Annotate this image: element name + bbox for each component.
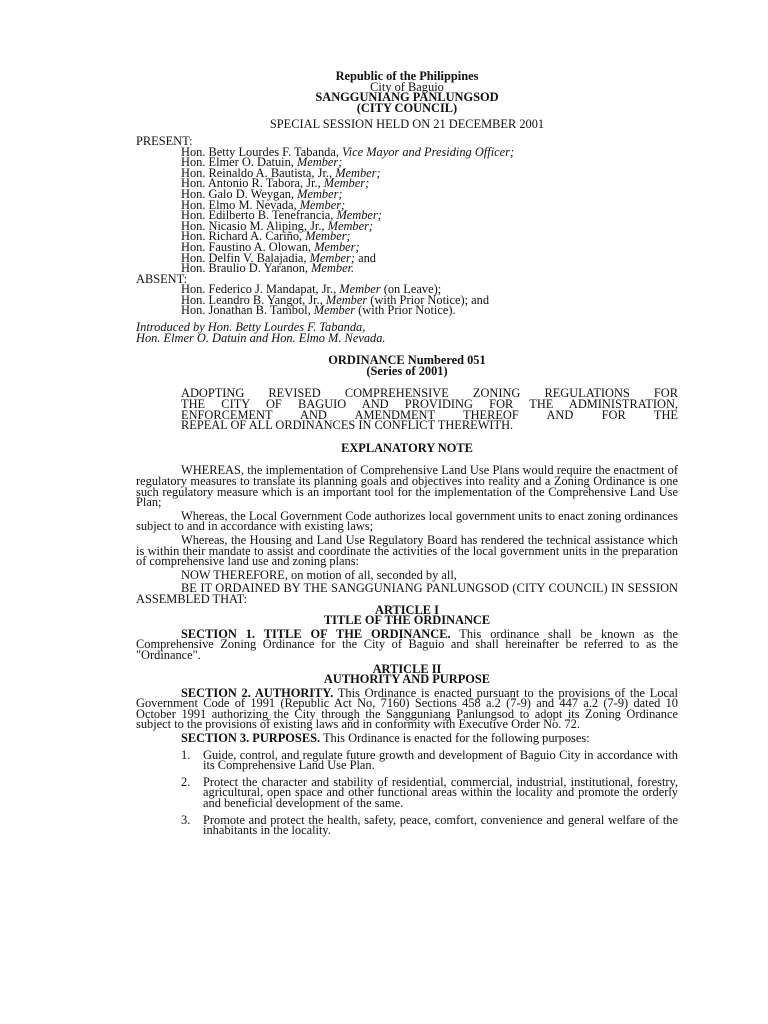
session-line: SPECIAL SESSION HELD ON 21 DECEMBER 2001 <box>269 117 545 132</box>
ordinance-title-line: REPEAL OF ALL ORDINANCES IN CONFLICT THEREWITH. <box>181 418 514 433</box>
section-1-paragraph: SECTION 1. TITLE OF THE ORDINANCE. This ordinance shall be known as the Comprehensive Zoning Ordinance for the City of Baguio and shall hereinafter be referred to as the "Ordinance". <box>136 626 678 662</box>
motion-paragraph: NOW THEREFORE, on motion of all, seconded by all, <box>181 567 457 582</box>
purpose-item <box>136 774 678 811</box>
absent-label: ABSENT: <box>136 271 188 286</box>
section-3-paragraph: SECTION 3. PURPOSES. This Ordinance is enacted for the following purposes: <box>181 731 590 746</box>
member-row: Hon. Jonathan B. Tambol, Member (with Prior Notice). <box>181 303 456 318</box>
member-row: Hon. Edilberto B. Tenefrancia, Member; <box>181 208 382 223</box>
member-row: Hon. Reinaldo A. Bautista, Jr., Member; <box>181 165 381 180</box>
ordinance-title-line: ENFORCEMENT AND AMENDMENT THEREOF AND FOR THE <box>181 407 678 422</box>
ordinance-title-line: ADOPTING REVISED COMPREHENSIVE ZONING REGULATIONS FOR <box>181 386 678 401</box>
member-row: Hon. Federico J. Mandapat, Jr., Member (on Leave); <box>181 282 442 297</box>
whereas-paragraph: Whereas, the Housing and Land Use Regulatory Board has rendered the technical assistance which is within their mandate to assist and coordinate the activities of the local government units in the preparation of comprehensive land use and zoning plans: <box>136 532 678 569</box>
header-republic: Republic of the Philippines <box>335 69 479 83</box>
purpose-text: Guide, control, and regulate future growth and development of Baguio City in accordance with its Comprehensive Land Use Plan. <box>203 747 678 773</box>
article-2-title: AUTHORITY AND PURPOSE <box>323 672 491 687</box>
article-1-title: TITLE OF THE ORDINANCE <box>323 613 491 628</box>
header-council-en: (CITY COUNCIL) <box>356 100 458 115</box>
purpose-number: 1. <box>181 747 191 762</box>
introduced-by-line: Hon. Elmer O. Datuin and Hon. Elmo M. Nevada. <box>136 330 386 345</box>
header-council: SANGGUNIANG PANLUNGSOD <box>315 90 499 105</box>
whereas-paragraph: Whereas, the Local Government Code authorizes local government units to enact zoning ordinances subject to and in accordance with existing laws; <box>136 508 678 534</box>
purpose-number: 2. <box>181 774 191 789</box>
purpose-item <box>136 747 678 773</box>
explanatory-note-heading: EXPLANATORY NOTE <box>341 440 473 455</box>
ordinance-series: (Series of 2001) <box>366 363 448 378</box>
ordinance-title-line: THE CITY OF BAGUIO AND PROVIDING FOR THE ADMINISTRATION, <box>181 397 678 412</box>
member-row: Hon. Braulio D. Yaranon, Member. <box>181 261 355 276</box>
member-row: Hon. Leandro B. Yangot, Jr., Member (with Prior Notice); and <box>181 292 490 307</box>
purpose-item <box>136 812 678 838</box>
header-city: City of Baguio <box>370 79 444 94</box>
purpose-text: Protect the character and stability of residential, commercial, industrial, institutional, forestry, agricultural, open space and other functional areas within the locality and promote the orderly and beneficial development of the same. <box>203 774 678 811</box>
ordinance-document <box>136 71 678 836</box>
member-row: Hon. Richard A. Cariño, Member; <box>181 229 351 244</box>
member-row: Hon. Elmo M. Nevada, Member; <box>181 197 346 212</box>
article-1-heading: ARTICLE I <box>375 602 439 617</box>
present-members <box>136 144 678 276</box>
ordinance-number: ORDINANCE Numbered 051 <box>328 353 486 368</box>
purpose-text: Promote and protect the health, safety, peace, comfort, convenience and general welfare of the inhabitants in the locality. <box>203 812 678 838</box>
member-row: Hon. Delfin V. Balajadia, Member; and <box>181 250 377 265</box>
member-row: Hon. Antonio R. Tabora, Jr., Member; <box>181 176 370 191</box>
purpose-number: 3. <box>181 812 191 827</box>
member-row: Hon. Nicasio M. Aliping, Jr., Member; <box>181 218 374 233</box>
introduced-by-line: Introduced by Hon. Betty Lourdes F. Tabanda, <box>136 320 366 335</box>
section-2-paragraph: SECTION 2. AUTHORITY. This Ordinance is enacted pursuant to the provisions of the Local Government Code of 1991 (Republic Act No, 7160) Sections 458 a.2 (7-9) and 447 a.2 (7-9) dated 10 October 1991 authorizing the City through the Sangguniang Panlungsod to adopt its Zoning Ordinance subject to the provisions of existing laws and in conformity with Executive Order No. 72. <box>136 685 678 732</box>
absent-members <box>136 284 678 316</box>
member-row: Hon. Galo D. Weygan, Member; <box>181 186 343 201</box>
ordained-paragraph: BE IT ORDAINED BY THE SANGGUNIANG PANLUNGSOD (CITY COUNCIL) IN SESSION ASSEMBLED THAT: <box>136 581 678 606</box>
member-row: Hon. Betty Lourdes F. Tabanda, Vice Mayor and Presiding Officer; <box>181 144 515 159</box>
article-2-heading: ARTICLE II <box>372 661 442 676</box>
member-row: Hon. Faustino A. Olowan, Member; <box>181 239 360 254</box>
whereas-paragraph: WHEREAS, the implementation of Comprehensive Land Use Plans would require the enactment of regulatory measures to translate its planning goals and objectives into reality and a Zoning Ordinance is one such regulatory measure which is an important tool for the implementation of the Comprehensive Land Use Plan; <box>136 463 678 510</box>
member-row: Hon. Elmer O. Datuin, Member; <box>181 155 343 170</box>
ordinance-title <box>136 386 678 433</box>
present-label: PRESENT: <box>136 133 193 148</box>
